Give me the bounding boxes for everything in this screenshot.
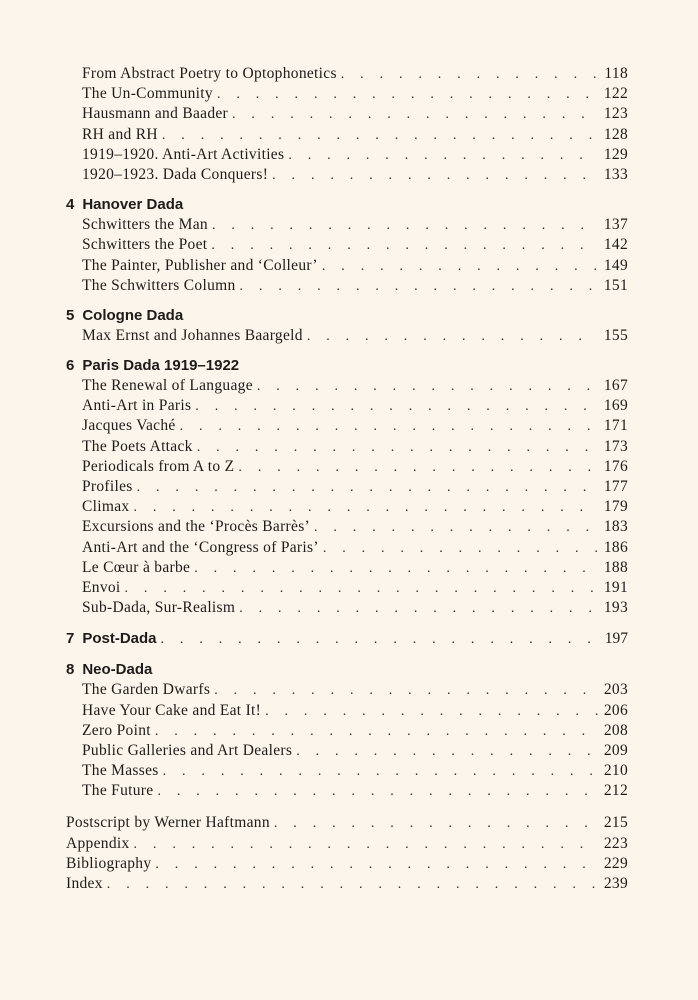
toc-entry: [66, 834, 628, 854]
dot-leader: [180, 417, 598, 437]
entry-title: Le Cœur à barbe: [82, 558, 191, 576]
entry-page: 149: [603, 256, 628, 274]
entry-title: The Renewal of Language: [82, 377, 253, 395]
entry-page: 210: [603, 762, 628, 780]
intro-section: [66, 64, 628, 185]
entry-title: The Un-Community: [82, 85, 213, 103]
toc-entry: [66, 701, 628, 721]
toc-entry: [66, 326, 628, 346]
entry-page: 186: [603, 538, 628, 556]
entry-page: 133: [603, 165, 628, 183]
chapter-title: Hanover Dada: [82, 196, 184, 214]
chapter-number: 4: [66, 196, 75, 214]
entry-title: 1920–1923. Dada Conquers!: [82, 165, 269, 183]
toc-entry: [66, 64, 628, 84]
toc-entry: [66, 145, 628, 165]
toc-entry: [66, 215, 628, 235]
entry-title: The Poets Attack: [82, 437, 193, 455]
chapter-heading: [66, 306, 628, 326]
entry-page: 191: [603, 578, 628, 596]
entry-page: 177: [603, 478, 628, 495]
entry-title: The Painter, Publisher and ‘Colleur’: [82, 256, 318, 274]
toc-entry: [66, 558, 628, 578]
toc-entry: [66, 104, 628, 124]
dot-leader: [239, 599, 598, 619]
entry-page: 239: [603, 875, 628, 892]
entry-title: Sub-Dada, Sur-Realism: [82, 599, 236, 617]
entry-page: 212: [603, 782, 628, 800]
dot-leader: [274, 814, 598, 834]
dot-leader: [322, 257, 598, 277]
dot-leader: [341, 65, 599, 85]
chapter-heading: [66, 660, 628, 680]
dot-leader: [214, 681, 598, 701]
dot-leader: [163, 762, 598, 782]
toc-entry: [66, 497, 628, 517]
toc-entry: [66, 781, 628, 801]
chapter-post-dada: [66, 628, 628, 650]
entry-title: Periodicals from A to Z: [82, 457, 235, 475]
toc-entry: [66, 477, 628, 497]
entry-page: 223: [603, 834, 628, 852]
entry-title: Profiles: [82, 478, 133, 495]
entry-title: Have Your Cake and Eat It!: [82, 701, 262, 719]
chapter-hanover: [66, 195, 628, 296]
chapter-title: Paris Dada 1919–1922: [82, 357, 240, 375]
chapter-number: 5: [66, 306, 75, 324]
dot-leader: [125, 579, 598, 599]
toc-entry: [66, 376, 628, 396]
entry-title: From Abstract Poetry to Optophonetics: [82, 65, 337, 82]
entry-page: 193: [603, 599, 628, 617]
entry-title: Zero Point: [82, 721, 151, 739]
entry-title: The Future: [82, 782, 154, 800]
entry-page: 122: [603, 85, 628, 103]
entry-page: 123: [603, 105, 628, 123]
table-of-contents: [66, 64, 628, 894]
entry-page: 171: [603, 417, 628, 435]
entry-title: Hausmann and Baader: [82, 105, 229, 123]
dot-leader: [137, 478, 598, 498]
entry-page: 137: [603, 216, 628, 234]
toc-entry: [66, 761, 628, 781]
entry-page: 118: [604, 65, 628, 82]
entry-page: 128: [603, 125, 628, 143]
entry-title: Excursions and the ‘Procès Barrès’: [82, 518, 310, 536]
chapter-title: Neo-Dada: [82, 661, 153, 679]
entry-title: Anti-Art in Paris: [82, 397, 192, 415]
dot-leader: [272, 166, 598, 186]
chapter-title: Post-Dada: [82, 630, 157, 648]
entry-page: 208: [603, 721, 628, 739]
toc-entry: [66, 416, 628, 436]
entry-page: 142: [603, 236, 628, 254]
toc-entry: [66, 396, 628, 416]
backmatter-section: [66, 813, 628, 894]
dot-leader: [157, 782, 597, 802]
toc-entry: [66, 741, 628, 761]
entry-title: Max Ernst and Johannes Baargeld: [82, 326, 303, 344]
toc-entry: [66, 680, 628, 700]
entry-title: Climax: [82, 498, 130, 516]
entry-title: Postscript by Werner Haftmann: [66, 814, 270, 832]
entry-page: 206: [603, 701, 628, 719]
entry-title: Public Galleries and Art Dealers: [82, 741, 293, 759]
dot-leader: [195, 397, 598, 417]
entry-page: 203: [603, 681, 628, 699]
toc-entry: [66, 598, 628, 618]
toc-entry: [66, 538, 628, 558]
dot-leader: [155, 855, 597, 875]
entry-page: 197: [604, 630, 628, 648]
dot-leader: [323, 539, 598, 559]
dot-leader: [288, 146, 598, 166]
entry-title: Envoi: [82, 578, 121, 596]
toc-entry: [66, 721, 628, 741]
dot-leader: [134, 835, 598, 855]
chapter-neo-dada: [66, 660, 628, 801]
entry-page: 155: [603, 326, 628, 344]
entry-page: 215: [603, 814, 628, 832]
entry-title: Bibliography: [66, 854, 152, 872]
entry-page: 151: [603, 276, 628, 294]
chapter-paris: [66, 356, 628, 618]
dot-leader: [197, 438, 598, 458]
dot-leader: [238, 458, 597, 478]
chapter-title: Cologne Dada: [82, 306, 184, 324]
entry-title: Schwitters the Poet: [82, 236, 208, 254]
entry-page: 209: [603, 741, 628, 759]
toc-entry: [66, 235, 628, 255]
toc-entry: [66, 517, 628, 537]
toc-entry: [66, 854, 628, 874]
toc-entry: [66, 125, 628, 145]
entry-page: 229: [603, 854, 628, 872]
dot-leader: [212, 216, 598, 236]
toc-entry: [66, 276, 628, 296]
dot-leader: [107, 875, 598, 895]
chapter-number: 8: [66, 661, 75, 679]
chapter-heading: [66, 356, 628, 376]
entry-title: Schwitters the Man: [82, 216, 208, 234]
toc-entry: [66, 84, 628, 104]
toc-entry: [66, 874, 628, 894]
toc-entry: [66, 256, 628, 276]
dot-leader: [217, 85, 598, 105]
dot-leader: [162, 126, 598, 146]
dot-leader: [211, 236, 597, 256]
entry-page: 129: [603, 145, 628, 163]
chapter-number: 6: [66, 357, 75, 375]
entry-page: 173: [603, 437, 628, 455]
dot-leader: [257, 377, 598, 397]
dot-leader: [314, 518, 598, 538]
entry-page: 179: [603, 498, 628, 516]
entry-page: 176: [603, 457, 628, 475]
chapter-number: 7: [66, 630, 75, 648]
toc-entry: [66, 457, 628, 477]
entry-title: Index: [66, 875, 103, 892]
entry-title: Jacques Vaché: [82, 417, 176, 435]
entry-title: The Schwitters Column: [82, 276, 236, 294]
dot-leader: [133, 498, 597, 518]
entry-page: 188: [603, 558, 628, 576]
entry-title: Anti-Art and the ‘Congress of Paris’: [82, 538, 319, 556]
entry-page: 167: [603, 377, 628, 395]
entry-title: The Garden Dwarfs: [82, 681, 211, 699]
dot-leader: [307, 327, 598, 347]
entry-title: The Masses: [82, 762, 159, 780]
entry-title: 1919–1920. Anti-Art Activities: [82, 145, 285, 163]
chapter-heading: [66, 628, 161, 650]
entry-page: 169: [603, 397, 628, 415]
entry-page: 183: [603, 518, 628, 536]
chapter-heading: [66, 195, 628, 215]
toc-entry: [66, 165, 628, 185]
chapter-cologne: [66, 306, 628, 346]
dot-leader: [240, 277, 598, 297]
dot-leader: [194, 559, 598, 579]
toc-entry: [66, 813, 628, 833]
dot-leader: [161, 629, 599, 651]
toc-entry: [66, 437, 628, 457]
dot-leader: [265, 702, 598, 722]
entry-title: Appendix: [66, 834, 130, 852]
dot-leader: [232, 105, 598, 125]
entry-title: RH and RH: [82, 125, 158, 143]
dot-leader: [296, 742, 598, 762]
dot-leader: [155, 722, 598, 742]
toc-entry: [66, 578, 628, 598]
